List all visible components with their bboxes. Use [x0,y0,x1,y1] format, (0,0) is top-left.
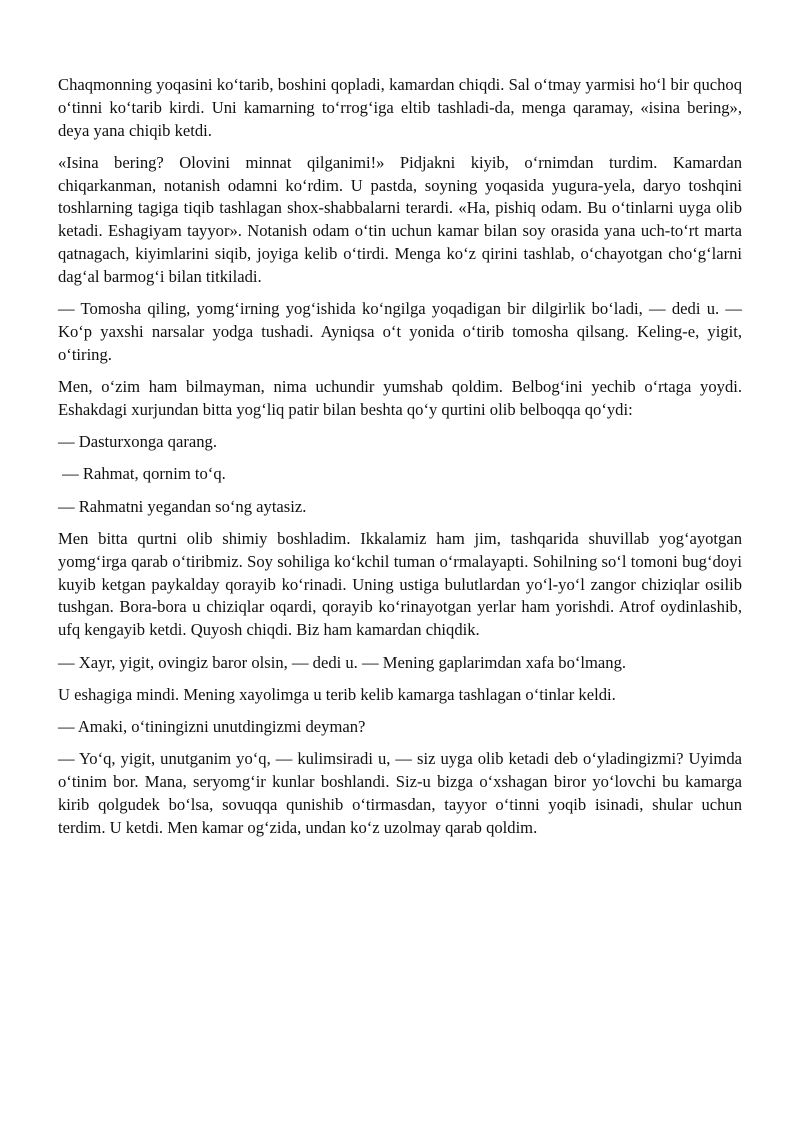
paragraph-7: — Rahmatni yegandan so‘ng aytasiz. [58,496,307,516]
paragraph-8: Men bitta qurtni olib shimiy boshladim. Ikkalamiz ham jim, tashqarida shuvillab yog‘ayotgan yomg‘irga qarab o‘tiribmiz. Soy sohiliga ko‘kchil tuman o‘rmalayapti. Sohilning so‘l tomoni bug‘doyi kuyib ketgan paykalday qorayib ko‘rinadi. Uning ustiga bulutlardan yo‘l-yo‘l zangor chiziqlar osilib tushgan. Bora-bora u chiziqlar oqardi, qorayib ko‘rinayotgan yerlar ham yorishdi. Atrof oydinlashib, ufq kengayib ketdi. Quyosh chiqdi. Biz ham kamardan chiqdik. [58,529,742,640]
paragraph-4: Men, o‘zim ham bilmayman, nima uchundir yumshab qoldim. Belbog‘ini yechib o‘rtaga yoydi. Eshakdagi xurjundan bitta yog‘liq patir bilan beshta qo‘y qurtini olib belboqqa qo‘ydi: [58,377,742,419]
paragraph-11: — Amaki, o‘tiningizni unutdingizmi deyman? [58,717,366,737]
paragraph-10: U eshagiga mindi. Mening xayolimga u terib kelib kamarga tashlagan o‘tinlar keldi. [58,684,616,704]
paragraph-6: — Rahmat, qornim to‘q. [58,464,226,484]
paragraph-12: — Yo‘q, yigit, unutganim yo‘q, — kulimsiradi u, — siz uyga olib ketadi deb o‘yladingizmi? Uyimda o‘tinim bor. Mana, seryomg‘ir kunlar boshlandi. Siz-u bizga o‘xshagan biror yo‘lovchi bu kamarga kirib qolgudek bo‘lsa, sovuqqa qunishib o‘tirmasdan, tayyor o‘tinni yoqib isinadi, shular uchun terdim. U ketdi. Men kamar og‘zida, undan ko‘z uzolmay qarab qoldim. [58,749,742,837]
paragraph-3: — Tomosha qiling, yomg‘irning yog‘ishida ko‘ngilga yoqadigan bir dilgirlik bo‘ladi, — dedi u. — Ko‘p yaxshi narsalar yodga tushadi. Ayniqsa o‘t yonida o‘tirib tomosha qilsang. Keling-e, yigit, o‘tiring. [58,299,742,364]
paragraph-1: Chaqmonning yoqasini ko‘tarib, boshini qopladi, kamardan chiqdi. Sal o‘tmay yarmisi ho‘l bir quchoq o‘tinni ko‘tarib kirdi. Uni kamarning to‘rrog‘iga eltib tashladi-da, menga qaramay, «isina bering», deya yana chiqib ketdi. [58,75,742,140]
paragraph-9: — Xayr, yigit, ovingiz baror olsin, — dedi u. — Mening gaplarimdan xafa bo‘lmang. [58,652,627,672]
text-body [58,74,742,849]
paragraph-2: «Isina bering? Olovini minnat qilganimi!» Pidjakni kiyib, o‘rnimdan turdim. Kamardan chiqarkanman, notanish odamni ko‘rdim. U pastda, soyning yoqasida yugura-yela, daryo toshqini toshlarning tagiga tiqib tashlagan shox-shabbalarni terardi. «Ha, pishiq odam. Bu o‘tinlarni uyga olib ketadi. Eshagiyam tayyor». Notanish odam o‘tin uchun kamar bilan soy orasida yana uch-to‘rt marta qatnagach, kiyimlarini siqib, joyiga kelib o‘tirdi. Menga ko‘z qirini tashlab, o‘chayotgan cho‘g‘larni dag‘al barmog‘i bilan titkiladi. [58,152,742,286]
paragraph-5: — Dasturxonga qarang. [58,432,217,452]
